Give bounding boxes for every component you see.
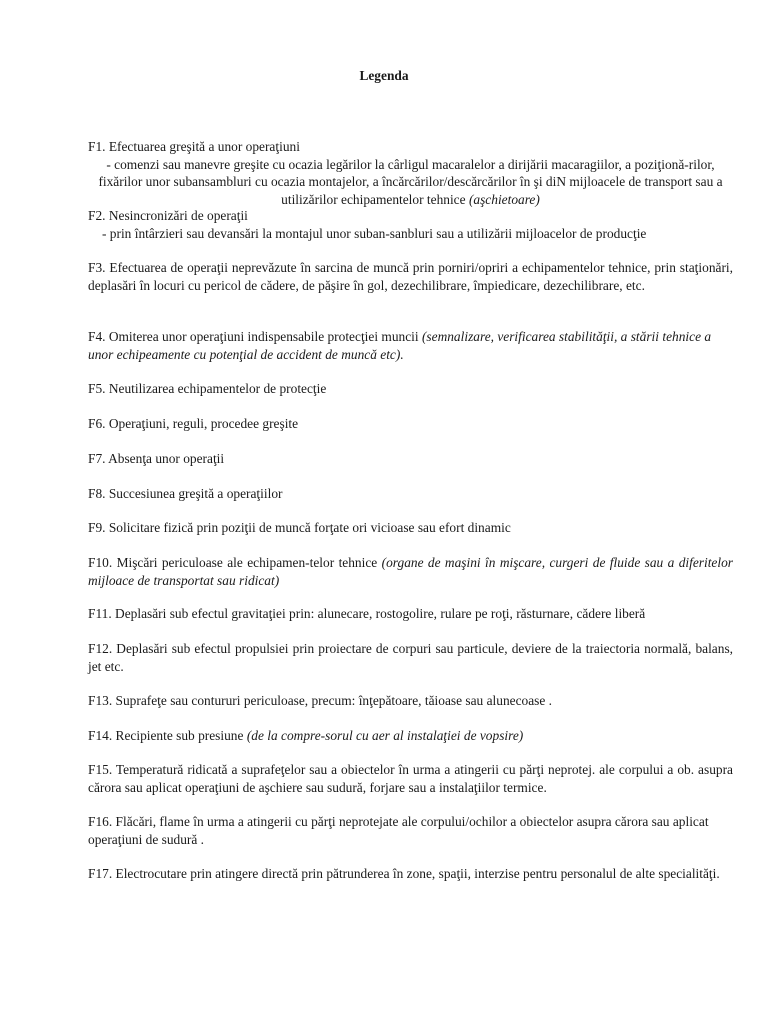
legend-item-detail [88, 156, 733, 209]
legend-item-italic: (de la compre-sorul cu aer al instalaţiei de vopsire) [246, 728, 524, 743]
legend-item-text: F17. Electrocutare prin atingere directă prin pătrunderea în zone, spaţii, interzise pentru personalul de alte specialităţi. [88, 866, 720, 881]
legend-item-f11 [88, 605, 733, 623]
legend-item-f5 [88, 380, 733, 398]
legend-item-text: F12. Deplasări sub efectul propulsiei prin proiectare de corpuri sau particule, deviere de la traiectoria normală, balans, jet etc. [88, 641, 733, 674]
legend-item-text: F6. Operaţiuni, reguli, procedee greşite [88, 416, 299, 431]
legend-item-text: F14. Recipiente sub presiune [88, 728, 244, 743]
legend-item-text: F13. Suprafeţe sau contururi periculoase, precum: înţepătoare, tăioase sau alunecoase . [88, 693, 553, 708]
legend-item-text: F9. Solicitare fizică prin poziţii de muncă forţate ori vicioase sau efort dinamic [88, 520, 511, 535]
legend-item-f12 [88, 640, 733, 675]
legend-item-f10 [88, 554, 733, 589]
legend-item-text: F11. Deplasări sub efectul gravitaţiei prin: alunecare, rostogolire, rulare pe roţi, răsturnare, cădere liberă [88, 606, 646, 621]
legend-item-f13 [88, 692, 733, 710]
legend-item-f6 [88, 415, 733, 433]
legend-item-f9 [88, 519, 733, 537]
legend-item-text: F1. Efectuarea greşită a unor operaţiuni [88, 139, 300, 154]
legend-item-italic: (semnalizare, verificarea stabilităţii, a stării tehnice a unor echipeamente cu potenţial de accident de muncă etc). [88, 329, 712, 362]
page-title: Legenda [359, 68, 409, 83]
legend-item-f4 [88, 328, 733, 363]
legend-item-text: F8. Succesiunea greşită a operaţiilor [88, 486, 283, 501]
legend-item-f17 [88, 865, 733, 883]
legend-item-f3 [88, 259, 733, 294]
legend-item-f8 [88, 485, 733, 503]
legend-item-text: F15. Temperatură ridicată a suprafeţelor sau a obiectelor în urma a atingerii cu părţi neprotej. ale corpului a ob. asupra cărora sau aplicat operaţiuni de aşchiere sau sudură, forjare sau a instalaţiilor termice. [88, 762, 733, 795]
legend-item-text: F10. Mişcări periculoase ale echipamen-telor tehnice [88, 555, 378, 570]
legend-item-f1 [88, 138, 733, 208]
legend-item-italic: (organe de maşini în mişcare, curgeri de fluide sau a diferitelor mijloace de transportat sau ridicat) [88, 555, 733, 588]
legend-item-detail-text: - comenzi sau manevre greşite cu ocazia legărilor la cârligul macaralelor a dirijării macaragiilor, a poziţionă-rilor, fixărilor unor subansambluri cu ocazia montajelor, a încărcărilor/descărcărilor în şi diN mijloacele de transport sau a utilizărilor echipamentelor tehnice [98, 156, 723, 207]
legend-item-text: F2. Nesincronizări de operaţii [88, 208, 248, 223]
legend-item-f14 [88, 727, 733, 745]
legend-item-detail: - prin întârzieri sau devansări la montajul unor suban-sanbluri sau a utilizării mijloacelor de producţie [102, 225, 647, 241]
legend-item-f15 [88, 761, 733, 796]
legend-item-text: F7. Absenţa unor operaţii [88, 451, 225, 466]
legend-item-f2 [88, 207, 733, 242]
legend-item-text: F5. Neutilizarea echipamentelor de protecţie [88, 381, 327, 396]
legend-item-f16 [88, 813, 733, 848]
legend-item-f7 [88, 450, 733, 468]
legend-item-detail-italic: (aşchietoare) [468, 191, 540, 207]
legend-item-text: F3. Efectuarea de operaţii neprevăzute în sarcina de muncă prin porniri/opriri a echipamentelor tehnice, prin staţionări, deplasări în locuri cu pericol de cădere, de păşire în gol, dezechilibrare, împiedicare, dezechilibrare, etc. [88, 260, 733, 293]
legend-item-text: F4. Omiterea unor operaţiuni indispensabile protecţiei muncii [88, 329, 419, 344]
legend-item-text: F16. Flăcări, flame în urma a atingerii cu părţi neprotejate ale corpului/ochilor a obiectelor asupra cărora sau aplicat operaţiuni de sudură . [88, 814, 709, 847]
